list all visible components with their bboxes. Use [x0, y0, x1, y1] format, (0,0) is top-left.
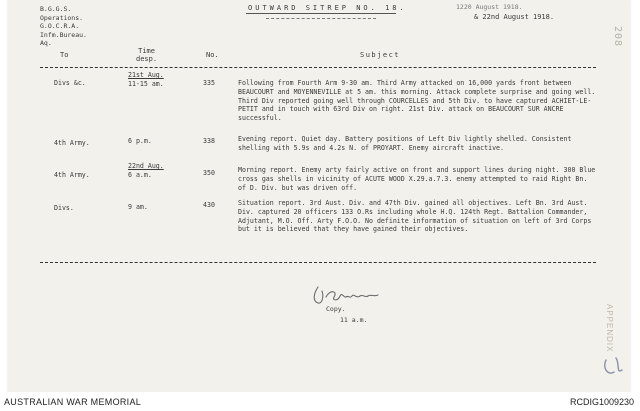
row-number: 335 — [203, 79, 215, 87]
distribution-line: Operations. — [40, 13, 84, 22]
row-time-date: 21st Aug. — [128, 71, 164, 79]
handwritten-signature — [308, 283, 388, 307]
distribution-list — [40, 5, 87, 48]
row-to: 4th Army. — [54, 139, 90, 147]
distribution-line: B.G.G.S. — [40, 5, 72, 13]
row-time-hour: 9 am. — [128, 203, 148, 211]
row-subject: Morning report. Enemy arty fairly active on front and support lines during night. 300 Blue cross gas shells in vicinity of ACUTE WOOD X.29.a.7.3. enemy attempted to raid Right Bn. of D. Div. but was driven off. — [238, 166, 596, 192]
row-number: 338 — [203, 137, 215, 145]
distribution-line: Aq. — [40, 39, 52, 47]
row-to: Divs &c. — [54, 79, 86, 87]
distribution-line: G.O.C.R.A. — [40, 22, 80, 30]
archive-name: AUSTRALIAN WAR MEMORIAL — [4, 397, 142, 407]
appendix-handwriting — [605, 358, 622, 373]
row-time — [128, 137, 152, 146]
document-date: & 22nd August 1918. — [474, 13, 555, 21]
column-header-subject: Subject — [360, 51, 401, 59]
row-to: Divs. — [54, 204, 74, 212]
row-time-hour: 6 p.m. — [128, 137, 152, 145]
row-subject: Evening report. Quiet day. Battery positions of Left Div lightly shelled. Consistent shelling with 5.9s and 4.2s N. of PROYART. Enemy aircraft inactive. — [238, 135, 572, 152]
title-underline — [246, 13, 396, 14]
header-ref: 1220 August 1918. — [456, 3, 523, 11]
row-time-hour: 6 a.m. — [128, 170, 152, 179]
folio-stamp: 208 — [612, 26, 623, 48]
document-page — [8, 0, 630, 392]
appendix-stamp — [598, 300, 626, 380]
copy-label: Copy. — [326, 305, 346, 313]
appendix-text: APPENDIX — [605, 304, 614, 353]
column-header-to: To — [60, 51, 69, 59]
row-time — [128, 71, 164, 89]
column-header-time: Time desp. — [136, 47, 158, 63]
row-subject: Following from Fourth Arm 9-30 am. Third Army attacked on 16,000 yards front between BEAUCOURT and MOYENNEVILLE at 5 am. this morning. Attack complete surprise and going well. Third Div reported going well through COURCELLES and 5th Div. to have captured ACHIET-LE-PETIT and in touch with 63rd Div on right. 21st Div. attack on BEAUCOURT SUR ANCRE successful. — [238, 79, 596, 123]
archive-footer — [0, 392, 640, 411]
row-time — [128, 162, 164, 180]
row-number: 350 — [203, 169, 215, 177]
row-time-hour: 11-15 am. — [128, 79, 164, 88]
row-time-date: 22nd Aug. — [128, 162, 164, 170]
row-to: 4th Army. — [54, 171, 90, 179]
row-time — [128, 203, 148, 212]
footer-rule — [40, 262, 596, 263]
title-dash — [266, 18, 376, 19]
row-number: 430 — [203, 201, 215, 209]
document-title: OUTWARD SITREP NO. 18. — [248, 4, 407, 12]
column-header-no: No. — [206, 51, 219, 59]
distribution-line: Infm.Bureau. — [40, 30, 87, 39]
archive-id: RCDIG1009230 — [569, 397, 634, 407]
row-subject: Situation report. 3rd Aust. Div. and 47th Div. gained all objectives. Left Bn. 3rd Aust. Div. captured 20 officers 133 O.Rs including whole H.Q. 124th Regt. Battalion Commander, Adjutant, M.O. Off. Arty F.O.O. No definite information of situation on left of 3rd Corps but it is believed that they have gained their objectives. — [238, 199, 592, 234]
signature-time: 11 a.m. — [340, 316, 368, 324]
header-rule — [40, 67, 596, 68]
